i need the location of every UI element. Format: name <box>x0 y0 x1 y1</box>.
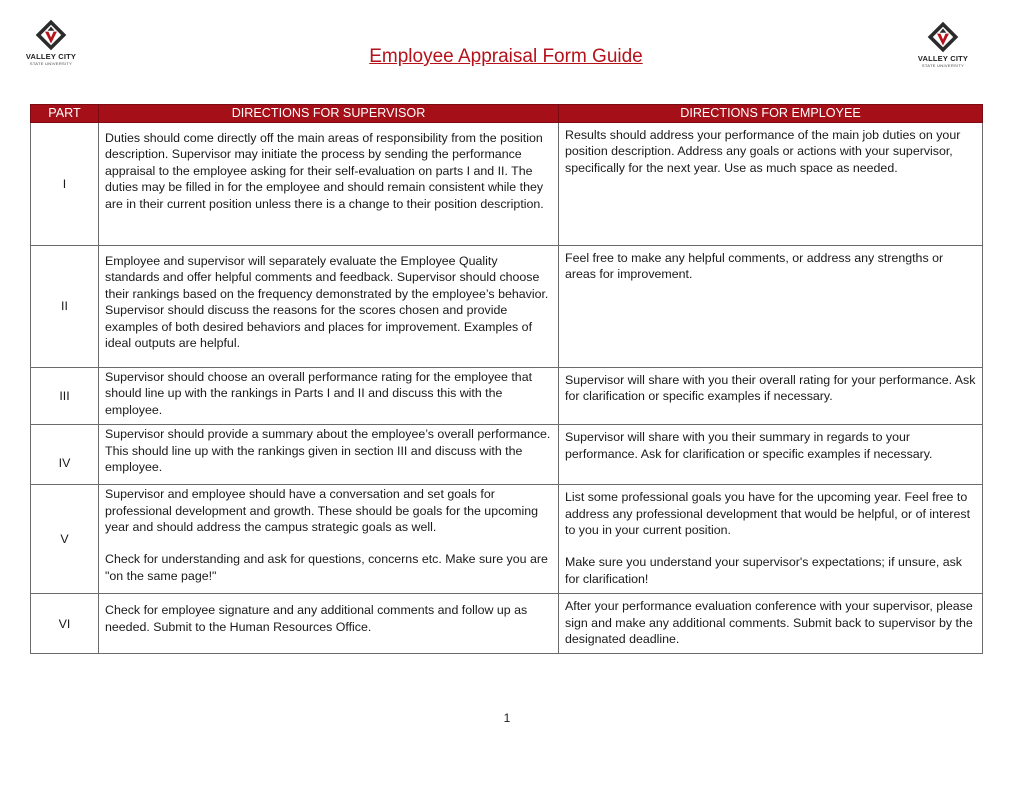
table-row <box>31 368 983 425</box>
page-title: Employee Appraisal Form Guide <box>369 46 643 67</box>
employee-directions-cell: Results should address your performance of the main job duties on your position description. Address any goals or actions with your supervisor, specifically for the next year. Use as much space as needed. <box>559 123 983 246</box>
supervisor-paragraph: Supervisor and employee should have a conversation and set goals for professional development and growth. These should be goals for the upcoming year and should address the campus strategic goals as well. <box>105 487 539 535</box>
logo-subtext: STATE UNIVERSITY <box>921 63 965 68</box>
part-cell: IV <box>31 425 99 485</box>
supervisor-paragraph: Check for understanding and ask for questions, concerns etc. Make sure you are "on the same page!" <box>105 552 548 583</box>
employee-directions-cell: Feel free to make any helpful comments, or address any strengths or areas for improvement. <box>559 246 983 368</box>
column-header-part: PART <box>31 105 99 123</box>
column-header-employee: DIRECTIONS FOR EMPLOYEE <box>559 105 983 123</box>
logo-wordmark: VALLEY CITY <box>25 52 77 61</box>
supervisor-directions-cell: Check for employee signature and any additional comments and follow up as needed. Submit to the Human Resources Office. <box>99 594 559 654</box>
logo-subtext: STATE UNIVERSITY <box>29 61 73 66</box>
employee-directions-cell: Supervisor will share with you their summary in regards to your performance. Ask for clarification or specific examples if necessary. <box>559 425 983 485</box>
employee-directions-cell: Supervisor will share with you their overall rating for your performance. Ask for clarification or specific examples if necessary. <box>559 368 983 425</box>
employee-directions-cell <box>559 485 983 594</box>
supervisor-directions-cell: Supervisor should provide a summary about the employee’s overall performance. This should line up with the rankings given in section III and discuss with the employee. <box>99 425 559 485</box>
table-row <box>31 123 983 246</box>
part-cell: III <box>31 368 99 425</box>
part-cell: I <box>31 123 99 246</box>
logo-wordmark: VALLEY CITY <box>917 54 969 63</box>
employee-paragraph: List some professional goals you have for the upcoming year. Feel free to address any professional development that would be helpful, or of interest to you in your current position. <box>565 490 971 538</box>
table-row <box>31 485 983 594</box>
part-cell: V <box>31 485 99 594</box>
column-header-supervisor: DIRECTIONS FOR SUPERVISOR <box>99 105 559 123</box>
supervisor-directions-cell <box>99 485 559 594</box>
supervisor-directions-cell: Supervisor should choose an overall performance rating for the employee that should line up with the rankings in Parts I and II and discuss this with the employee. <box>99 368 559 425</box>
employee-directions-cell: After your performance evaluation conference with your supervisor, please sign and make any additional comments. Submit back to supervisor by the designated deadline. <box>559 594 983 654</box>
part-cell: II <box>31 246 99 368</box>
supervisor-directions-cell: Duties should come directly off the main areas of responsibility from the position description. Supervisor may initiate the process by sending the performance appraisal to the employee asking for their self-evaluation on parts I and II. The duties may be filled in for the employee and should remain consistent while they are in their current position unless there is a change to their position description. <box>99 123 559 246</box>
table-row <box>31 246 983 368</box>
table-row <box>31 594 983 654</box>
table-header-row <box>31 105 983 123</box>
part-cell: VI <box>31 594 99 654</box>
employee-paragraph: Make sure you understand your supervisor's expectations; if unsure, ask for clarification! <box>565 555 963 586</box>
appraisal-guide-table <box>30 104 983 654</box>
supervisor-directions-cell: Employee and supervisor will separately evaluate the Employee Quality standards and offer helpful comments and feedback. Supervisor should choose their rankings based on the frequency demonstrated by the employee’s behavior. Supervisor should discuss the reasons for the scores chosen and provide examples of both desired behaviors and places for improvement. Examples of ideal outputs are helpful. <box>99 246 559 368</box>
table-row <box>31 425 983 485</box>
page-number: 1 <box>503 711 511 725</box>
